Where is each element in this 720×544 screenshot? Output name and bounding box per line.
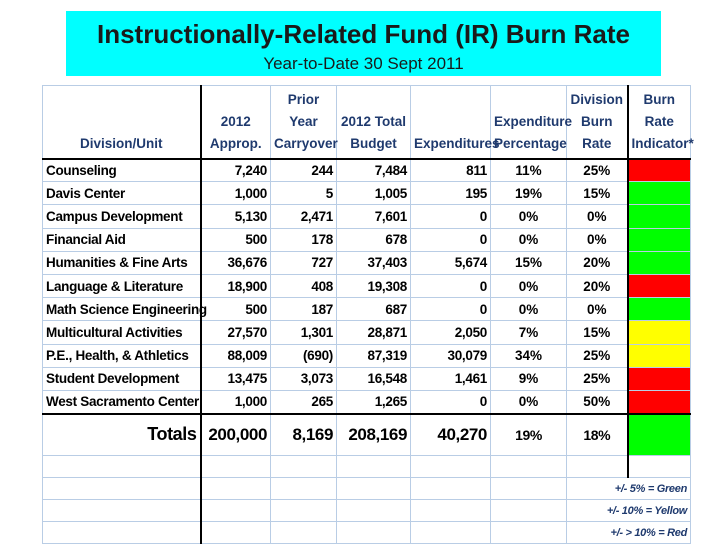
column-header: Division/Unit [43, 86, 201, 159]
cell-expenditure-percentage: 0% [491, 228, 567, 251]
cell-carryover: 265 [271, 390, 337, 413]
division-name: Humanities & Fine Arts [43, 251, 201, 274]
burn-rate-indicator [628, 274, 691, 297]
cell-burn-rate: 15% [567, 321, 628, 344]
column-header: Prior Year Carryover [271, 86, 337, 159]
total-expenditures: 40,270 [411, 414, 491, 456]
division-name: Davis Center [43, 182, 201, 205]
cell-burn-rate: 15% [567, 182, 628, 205]
cell-approp: 13,475 [201, 367, 271, 390]
cell-total: 678 [337, 228, 411, 251]
total-expenditure-percentage: 19% [491, 414, 567, 456]
cell-total: 37,403 [337, 251, 411, 274]
cell-burn-rate: 25% [567, 344, 628, 367]
total-carryover: 8,169 [271, 414, 337, 456]
cell-expenditure-percentage: 9% [491, 367, 567, 390]
cell-carryover: 408 [271, 274, 337, 297]
cell-approp: 18,900 [201, 274, 271, 297]
cell-expenditure-percentage: 7% [491, 321, 567, 344]
cell-expenditure-percentage: 0% [491, 205, 567, 228]
table-row [43, 367, 691, 390]
empty-cell [491, 522, 567, 544]
empty-cell [271, 500, 337, 522]
burn-rate-indicator [628, 182, 691, 205]
division-name: Multicultural Activities [43, 321, 201, 344]
cell-total: 1,005 [337, 182, 411, 205]
table-row [43, 159, 691, 182]
division-name: P.E., Health, & Athletics [43, 344, 201, 367]
cell-approp: 36,676 [201, 251, 271, 274]
cell-approp: 5,130 [201, 205, 271, 228]
cell-expend: 1,461 [411, 367, 491, 390]
cell-total: 7,601 [337, 205, 411, 228]
empty-cell [43, 500, 201, 522]
burn-rate-indicator [628, 251, 691, 274]
cell-approp: 500 [201, 298, 271, 321]
empty-cell [411, 500, 491, 522]
cell-expend: 195 [411, 182, 491, 205]
burn-rate-indicator [628, 344, 691, 367]
cell-expend: 0 [411, 228, 491, 251]
cell-expenditure-percentage: 0% [491, 390, 567, 413]
cell-approp: 7,240 [201, 159, 271, 182]
division-name: Counseling [43, 159, 201, 182]
empty-cell [411, 522, 491, 544]
cell-expenditure-percentage: 0% [491, 274, 567, 297]
empty-cell [411, 478, 491, 500]
legend-item: +/- 10% = Yellow [567, 500, 691, 522]
column-header: 2012 Total Budget [337, 86, 411, 159]
table-row [43, 274, 691, 297]
cell-expend: 0 [411, 298, 491, 321]
totals-label: Totals [43, 414, 201, 456]
column-header: Expenditures [411, 86, 491, 159]
total-burn-rate: 18% [567, 414, 628, 456]
cell-carryover: 2,471 [271, 205, 337, 228]
empty-cell [337, 478, 411, 500]
blank-row [43, 456, 691, 478]
burn-rate-table [42, 85, 694, 544]
cell-expend: 5,674 [411, 251, 491, 274]
empty-cell [43, 478, 201, 500]
burn-rate-indicator [628, 367, 691, 390]
cell-expend: 0 [411, 390, 491, 413]
empty-cell [43, 522, 201, 544]
total-budget: 208,169 [337, 414, 411, 456]
empty-cell [337, 522, 411, 544]
page-title: Instructionally-Related Fund (IR) Burn Rate [96, 19, 631, 49]
cell-burn-rate: 20% [567, 251, 628, 274]
cell-burn-rate: 0% [567, 205, 628, 228]
empty-cell [271, 456, 337, 478]
cell-carryover: 244 [271, 159, 337, 182]
burn-rate-indicator [628, 205, 691, 228]
total-burn-rate-indicator [628, 414, 691, 456]
cell-burn-rate: 50% [567, 390, 628, 413]
cell-burn-rate: 0% [567, 298, 628, 321]
table-row [43, 321, 691, 344]
cell-total: 7,484 [337, 159, 411, 182]
table-row [43, 205, 691, 228]
empty-cell [201, 522, 271, 544]
cell-approp: 1,000 [201, 390, 271, 413]
empty-cell [411, 456, 491, 478]
cell-expend: 30,079 [411, 344, 491, 367]
empty-cell [491, 478, 567, 500]
cell-expend: 2,050 [411, 321, 491, 344]
cell-carryover: 178 [271, 228, 337, 251]
cell-total: 1,265 [337, 390, 411, 413]
cell-carryover: 1,301 [271, 321, 337, 344]
cell-burn-rate: 25% [567, 367, 628, 390]
title-banner [66, 11, 661, 76]
burn-rate-indicator [628, 159, 691, 182]
division-name: Financial Aid [43, 228, 201, 251]
cell-approp: 1,000 [201, 182, 271, 205]
column-header: Division Burn Rate [567, 86, 628, 159]
cell-expend: 811 [411, 159, 491, 182]
cell-burn-rate: 20% [567, 274, 628, 297]
cell-expenditure-percentage: 0% [491, 298, 567, 321]
table-row [43, 182, 691, 205]
cell-expend: 0 [411, 274, 491, 297]
division-name: Math Science Engineering [43, 298, 201, 321]
cell-total: 19,308 [337, 274, 411, 297]
cell-approp: 27,570 [201, 321, 271, 344]
burn-rate-indicator [628, 298, 691, 321]
cell-carryover: (690) [271, 344, 337, 367]
cell-total: 687 [337, 298, 411, 321]
division-name: Campus Development [43, 205, 201, 228]
cell-expenditure-percentage: 11% [491, 159, 567, 182]
cell-burn-rate: 25% [567, 159, 628, 182]
empty-cell [201, 456, 271, 478]
division-name: West Sacramento Center [43, 390, 201, 413]
empty-cell [201, 478, 271, 500]
empty-cell [271, 478, 337, 500]
empty-cell [628, 456, 691, 478]
cell-expend: 0 [411, 205, 491, 228]
division-name: Student Development [43, 367, 201, 390]
table-header-row [43, 86, 691, 159]
blank-row [43, 522, 691, 544]
empty-cell [337, 456, 411, 478]
cell-burn-rate: 0% [567, 228, 628, 251]
column-header: Burn Rate Indicator* [628, 86, 691, 159]
table-row [43, 344, 691, 367]
table-row [43, 390, 691, 413]
page-subtitle: Year-to-Date 30 Sept 2011 [263, 54, 464, 73]
empty-cell [271, 522, 337, 544]
table-row [43, 228, 691, 251]
cell-carryover: 5 [271, 182, 337, 205]
cell-carryover: 727 [271, 251, 337, 274]
cell-approp: 88,009 [201, 344, 271, 367]
empty-cell [337, 500, 411, 522]
empty-cell [491, 500, 567, 522]
empty-cell [43, 456, 201, 478]
cell-carryover: 187 [271, 298, 337, 321]
cell-carryover: 3,073 [271, 367, 337, 390]
cell-total: 28,871 [337, 321, 411, 344]
totals-row [43, 414, 691, 456]
cell-total: 87,319 [337, 344, 411, 367]
legend-item: +/- > 10% = Red [567, 522, 691, 544]
blank-row [43, 478, 691, 500]
column-header: 2012 Approp. [201, 86, 271, 159]
burn-rate-indicator [628, 321, 691, 344]
total-approp: 200,000 [201, 414, 271, 456]
division-name: Language & Literature [43, 274, 201, 297]
cell-expenditure-percentage: 15% [491, 251, 567, 274]
burn-rate-indicator [628, 228, 691, 251]
cell-total: 16,548 [337, 367, 411, 390]
burn-rate-indicator [628, 390, 691, 413]
table-row [43, 251, 691, 274]
empty-cell [201, 500, 271, 522]
cell-expenditure-percentage: 19% [491, 182, 567, 205]
cell-approp: 500 [201, 228, 271, 251]
blank-row [43, 500, 691, 522]
table-row [43, 298, 691, 321]
legend-item: +/- 5% = Green [567, 478, 691, 500]
empty-cell [491, 456, 567, 478]
cell-expenditure-percentage: 34% [491, 344, 567, 367]
empty-cell [567, 456, 628, 478]
column-header: Expenditure Percentage [491, 86, 567, 159]
